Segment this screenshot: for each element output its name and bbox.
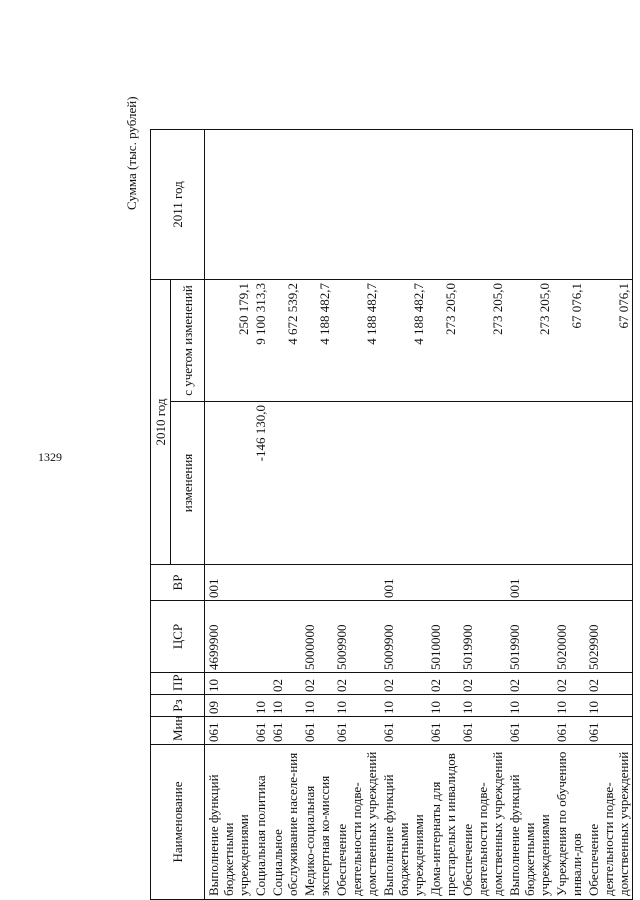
cell-rz: 10 [269,695,301,717]
cell-changes [506,402,553,565]
cell-y2011 [553,130,585,280]
cell-changes [269,402,301,565]
header-2011: 2011 год [151,130,205,280]
cell-name: Социальная политика [252,745,269,900]
cell-name: Выполнение функций бюджетными учреждениями [205,745,253,900]
cell-with-changes: 273 205,0 [506,280,553,402]
cell-vr: 001 [506,565,553,601]
cell-rz: 10 [553,695,585,717]
cell-name: Обеспечение деятельности подве-домственных учреждений [333,745,380,900]
cell-name: Выполнение функций бюджетными учреждениями [380,745,427,900]
cell-name: Дома-интернаты для престарелых и инвалидов [427,745,459,900]
cell-csr: 5009900 [380,601,427,673]
cell-csr: 5019900 [506,601,553,673]
cell-name: Обеспечение деятельности подве-домственных учреждений [459,745,506,900]
cell-csr [269,601,301,673]
cell-pr: 02 [459,673,506,695]
cell-pr: 02 [301,673,333,695]
cell-changes: -146 130,0 [252,402,269,565]
cell-y2011 [205,130,253,280]
cell-min: 061 [269,717,301,745]
cell-csr: 5000000 [301,601,333,673]
cell-name: Социальное обслуживание населе-ния [269,745,301,900]
table-row [553,130,585,900]
cell-csr [252,601,269,673]
cell-with-changes: 4 188 482,7 [333,280,380,402]
cell-name: Медико-социальная экспертная ко-миссия [301,745,333,900]
header-vr: ВР [151,565,205,601]
cell-name: Выполнение функций бюджетными учреждениями [506,745,553,900]
cell-y2011 [427,130,459,280]
cell-pr: 02 [506,673,553,695]
cell-with-changes: 4 188 482,7 [380,280,427,402]
cell-changes [205,402,253,565]
table-row [301,130,333,900]
cell-min: 061 [301,717,333,745]
cell-y2011 [585,130,633,280]
cell-name: Обеспечение деятельности подве-домственных учреждений [585,745,633,900]
cell-min: 061 [333,717,380,745]
cell-min: 061 [427,717,459,745]
cell-with-changes: 273 205,0 [459,280,506,402]
cell-rz: 10 [301,695,333,717]
cell-y2011 [380,130,427,280]
cell-csr: 5019900 [459,601,506,673]
cell-y2011 [269,130,301,280]
cell-changes [301,402,333,565]
cell-pr: 02 [269,673,301,695]
cell-with-changes: 4 188 482,7 [301,280,333,402]
cell-vr [553,565,585,601]
cell-y2011 [301,130,333,280]
cell-changes [553,402,585,565]
cell-with-changes: 67 076,1 [553,280,585,402]
cell-rz: 10 [585,695,633,717]
table-row [205,130,253,900]
header-name: Наименование [151,745,205,900]
cell-pr: 02 [380,673,427,695]
cell-pr [252,673,269,695]
cell-with-changes: 4 672 539,2 [269,280,301,402]
cell-vr [301,565,333,601]
budget-table [150,129,633,900]
cell-y2011 [506,130,553,280]
cell-min: 061 [380,717,427,745]
cell-name: Учреждения по обучению инвали-дов [553,745,585,900]
cell-rz: 10 [252,695,269,717]
cell-min: 061 [205,717,253,745]
header-csr: ЦСР [151,601,205,673]
table-row [427,130,459,900]
cell-with-changes: 67 076,1 [585,280,633,402]
cell-with-changes: 9 100 313,3 [252,280,269,402]
unit-note: Сумма (тыс. рублей) [124,96,139,210]
cell-csr: 5020000 [553,601,585,673]
cell-rz: 09 [205,695,253,717]
table-row [459,130,506,900]
cell-changes [585,402,633,565]
table-row [506,130,553,900]
cell-vr [459,565,506,601]
cell-csr: 5029900 [585,601,633,673]
table-body [205,130,633,900]
cell-with-changes: 250 179,1 [205,280,253,402]
cell-min: 061 [553,717,585,745]
cell-rz: 10 [459,695,506,717]
cell-changes [380,402,427,565]
cell-pr: 10 [205,673,253,695]
cell-rz: 10 [380,695,427,717]
cell-changes [459,402,506,565]
table-row [333,130,380,900]
header-with-changes: с учетом изменений [171,280,205,402]
cell-rz: 10 [333,695,380,717]
header-changes: изменения [171,402,205,565]
header-pr: ПР [151,673,205,695]
cell-vr [269,565,301,601]
table-row [269,130,301,900]
cell-csr: 4699900 [205,601,253,673]
header-min: Мин [151,717,205,745]
cell-pr: 02 [333,673,380,695]
cell-changes [427,402,459,565]
cell-vr [427,565,459,601]
header-rz: Рз [151,695,205,717]
cell-y2011 [333,130,380,280]
cell-csr: 5010000 [427,601,459,673]
table-row [380,130,427,900]
table-header [151,130,205,900]
page-number: 1329 [38,450,62,464]
cell-rz: 10 [427,695,459,717]
budget-table-sheet [150,130,640,900]
cell-rz: 10 [506,695,553,717]
header-2010: 2010 год [151,280,171,565]
cell-vr: 001 [380,565,427,601]
cell-csr: 5009900 [333,601,380,673]
cell-vr [252,565,269,601]
cell-y2011 [459,130,506,280]
table-row [585,130,633,900]
cell-pr: 02 [427,673,459,695]
cell-min: 061 [506,717,553,745]
cell-vr [585,565,633,601]
cell-min: 061 [252,717,269,745]
cell-with-changes: 273 205,0 [427,280,459,402]
cell-pr: 02 [585,673,633,695]
cell-pr: 02 [553,673,585,695]
cell-changes [333,402,380,565]
cell-y2011 [252,130,269,280]
table-row [252,130,269,900]
cell-min: 061 [459,717,506,745]
cell-vr: 001 [205,565,253,601]
cell-vr [333,565,380,601]
cell-min: 061 [585,717,633,745]
